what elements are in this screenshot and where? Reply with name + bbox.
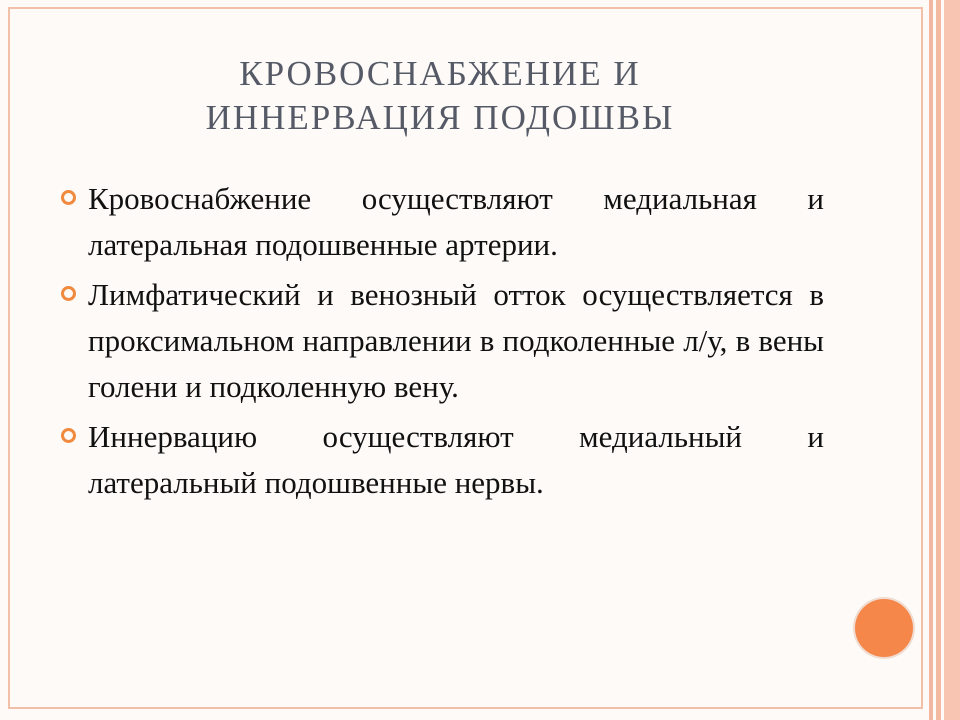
bullet-text: Кровоснабжение осуществляют медиальная и латеральная подошвенные артерии. <box>88 181 824 262</box>
bullet-item <box>88 272 824 410</box>
bullet-text: Лимфатический и венозный отток осуществляется в проксимальном направлении в подколенные л/у, в вены голени и подколенную вену. <box>88 277 824 404</box>
decorative-stripe <box>929 0 933 720</box>
decorative-stripe <box>944 0 960 720</box>
bullet-circle-icon <box>61 286 76 301</box>
bullet-circle-icon <box>61 190 76 205</box>
slide-title: КРОВОСНАБЖЕНИЕ И ИННЕРВАЦИЯ ПОДОШВЫ <box>205 54 675 137</box>
bullet-text: Иннервацию осуществляют медиальный и латеральный подошвенные нервы. <box>88 419 824 500</box>
bullet-item <box>88 414 824 506</box>
bullet-list <box>88 176 824 510</box>
decorative-stripe <box>936 0 941 720</box>
bullet-circle-icon <box>61 428 76 443</box>
bullet-item <box>88 176 824 268</box>
decorative-circle-icon <box>855 599 913 657</box>
